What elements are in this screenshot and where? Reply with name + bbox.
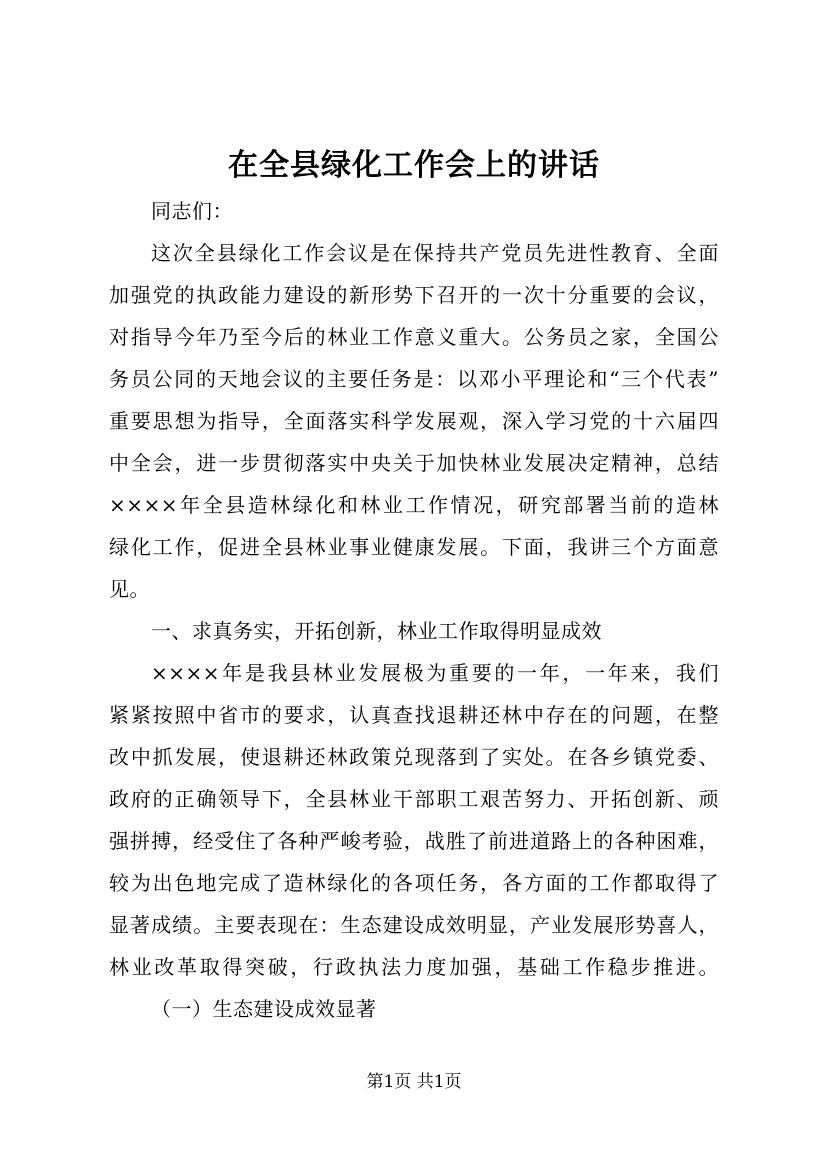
text-line: 较为出色地完成了造林绿化的各项任务，各方面的工作都取得了 [109,871,719,895]
text-line: 重要思想为指导，全面落实科学发展观，深入学习党的十六届四 [109,409,719,433]
text-line: 对指导今年乃至今后的林业工作意义重大。公务员之家，全国公 [109,325,719,349]
text-line: 改中抓发展，使退耕还林政策兑现落到了实处。在各乡镇党委、 [109,745,719,769]
document-title: 在全县绿化工作会上的讲话 [228,148,600,183]
document-body [109,190,719,1030]
text-line: 见。 [109,577,150,601]
paragraph [109,610,719,652]
text-line: ××××年全县造林绿化和林业工作情况，研究部署当前的造林 [109,493,719,517]
text-line: 务员公同的天地会议的主要任务是：以邓小平理论和“三个代表” [109,367,719,391]
paragraph [109,988,719,1030]
text-line: 这次全县绿化工作会议是在保持共产党员先进性教育、全面 [151,241,719,265]
text-line: 加强党的执政能力建设的新形势下召开的一次十分重要的会议， [109,283,719,307]
text-line: 一、求真务实，开拓创新，林业工作取得明显成效 [151,619,602,643]
text-line: ××××年是我县林业发展极为重要的一年，一年来，我们 [151,661,719,685]
text-line: 中全会，进一步贯彻落实中央关于加快林业发展决定精神，总结 [109,451,719,475]
text-line: 林业改革取得突破，行政执法力度加强，基础工作稳步推进。 [109,955,719,979]
paragraph [109,652,719,988]
text-line: 同志们： [151,199,233,223]
text-line: 强拼搏，经受住了各种严峻考验，战胜了前进道路上的各种困难， [109,829,719,853]
text-line: 显著成绩。主要表现在：生态建设成效明显，产业发展形势喜人， [109,913,719,937]
text-line: 政府的正确领导下，全县林业干部职工艰苦努力、开拓创新、顽 [109,787,719,811]
text-line: （一）生态建设成效显著 [151,997,377,1021]
text-line: 绿化工作，促进全县林业事业健康发展。下面，我讲三个方面意 [109,535,719,559]
document-content [109,144,719,1030]
paragraph [109,232,719,610]
text-line: 紧紧按照中省市的要求，认真查找退耕还林中存在的问题，在整 [109,703,719,727]
page-number-footer: 第1页 共1页 [366,1072,462,1092]
paragraph [109,190,719,232]
